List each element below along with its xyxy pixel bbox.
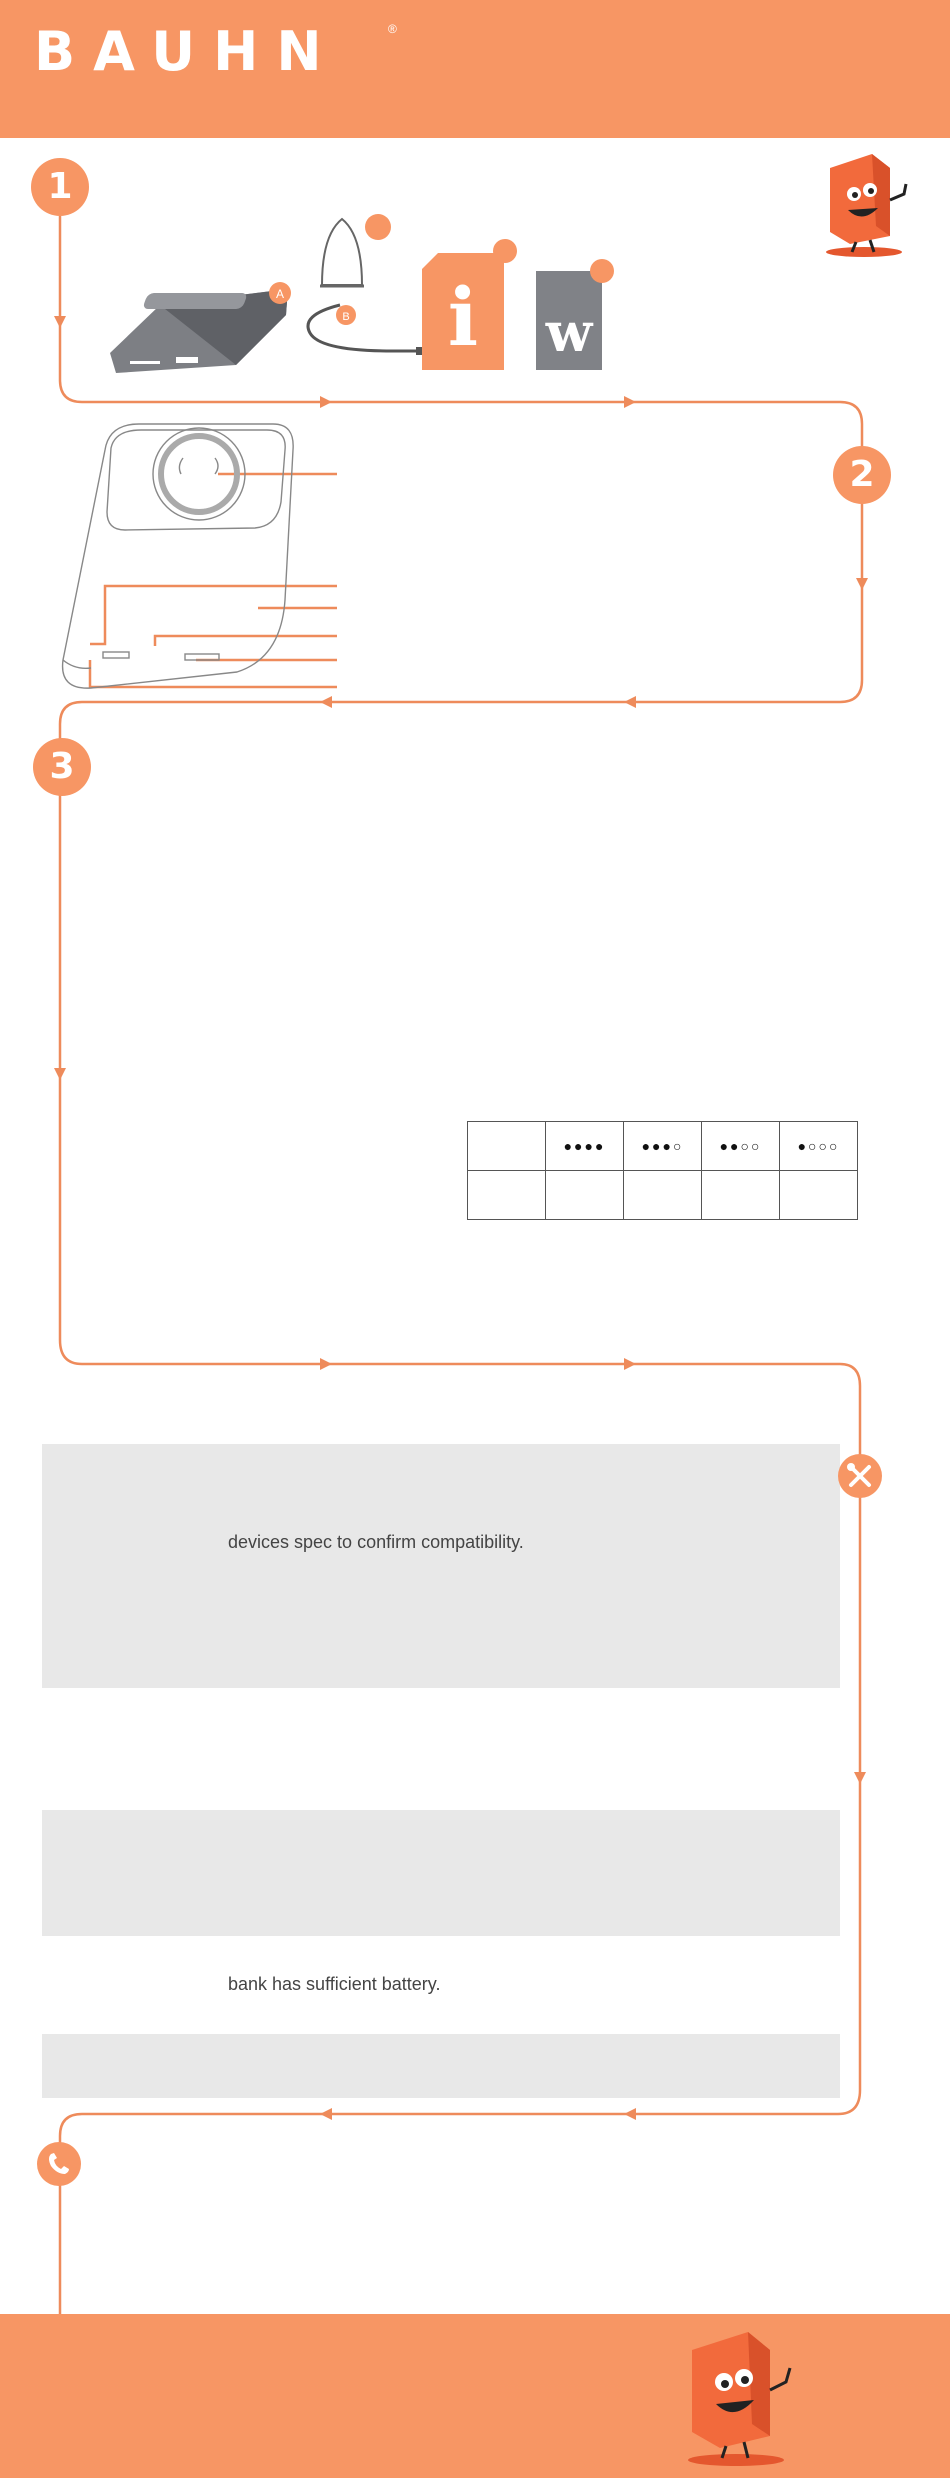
table-cell: ●○○○: [780, 1122, 858, 1171]
phone-support-icon: [37, 2142, 81, 2186]
step-1-badge: 1: [31, 158, 89, 216]
registered-mark: ®: [388, 22, 397, 36]
table-cell: ●●●○: [624, 1122, 702, 1171]
box-contents: [100, 205, 620, 380]
step-3-badge: 3: [33, 738, 91, 796]
table-cell: [702, 1171, 780, 1220]
troubleshooting-panel-1: [42, 1444, 840, 1688]
table-cell: [468, 1122, 546, 1171]
table-cell: [780, 1171, 858, 1220]
wrench-screwdriver-icon: [838, 1454, 882, 1498]
table-row: [468, 1122, 858, 1171]
table-cell: [546, 1171, 624, 1220]
mascot-icon: [820, 148, 912, 260]
step-2-badge: 2: [833, 446, 891, 504]
table-cell: [468, 1171, 546, 1220]
mascot-icon: [680, 2324, 798, 2468]
warranty-doc: w: [545, 300, 593, 364]
label-a: A: [275, 287, 285, 301]
troubleshooting-note-2: bank has sufficient battery.: [228, 1974, 441, 1994]
troubleshooting-note-1: devices spec to confirm compatibility.: [228, 1532, 524, 1552]
table-cell: [624, 1171, 702, 1220]
powerbank-outline: [55, 420, 315, 690]
table-row: [468, 1171, 858, 1220]
brand-logo: BAUHN: [34, 20, 340, 83]
indicator-table: [467, 1121, 858, 1220]
troubleshooting-panel-2: [42, 1810, 840, 1936]
label-b: B: [342, 311, 350, 323]
troubleshooting-panel-3: [42, 2034, 840, 2098]
table-cell: ●●●●: [546, 1122, 624, 1171]
info-doc: i: [447, 270, 479, 364]
footer-banner: [0, 2314, 950, 2478]
table-cell: ●●○○: [702, 1122, 780, 1171]
